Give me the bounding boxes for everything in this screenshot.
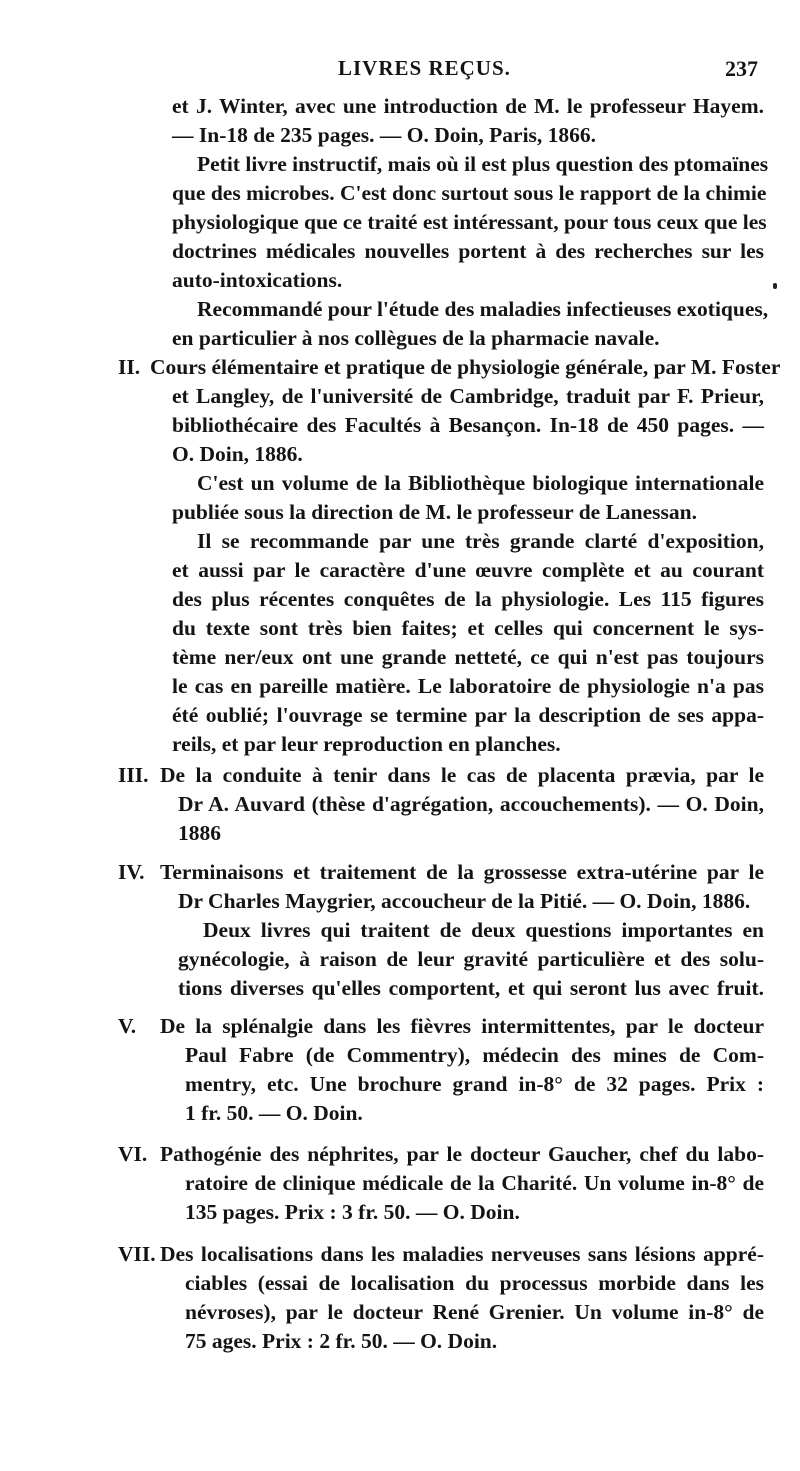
text-line: névroses), par le docteur René Grenier. Un volume in-8° de bbox=[185, 1300, 764, 1324]
text-line: et J. Winter, avec une introduction de M. le professeur Hayem. bbox=[172, 94, 764, 118]
text-line: auto-intoxications. bbox=[172, 268, 343, 292]
text-line: Cours élémentaire et pratique de physiologie générale, par M. Foster bbox=[150, 355, 781, 379]
text-line: des plus récentes conquêtes de la physiologie. Les 115 figures bbox=[172, 587, 764, 611]
text-line: Des localisations dans les maladies nerveuses sans lésions appré- bbox=[160, 1242, 764, 1266]
text-line: Il se recommande par une très grande clarté d'exposition, bbox=[197, 529, 764, 553]
text-line: De la splénalgie dans les fièvres intermittentes, par le docteur bbox=[160, 1014, 764, 1038]
text-line: du texte sont très bien faites; et celles qui concernent le sys- bbox=[172, 616, 764, 640]
text-line: Deux livres qui traitent de deux questions importantes en bbox=[203, 918, 764, 942]
entry-numeral: VII. bbox=[118, 1242, 156, 1266]
text-line: et Langley, de l'université de Cambridge, traduit par F. Prieur, bbox=[172, 384, 764, 408]
ink-speck bbox=[773, 283, 777, 289]
text-line: Petit livre instructif, mais où il est plus question des ptomaïnes bbox=[197, 152, 769, 176]
text-line: C'est un volume de la Bibliothèque biologique internationale bbox=[197, 471, 764, 495]
text-line: été oublié; l'ouvrage se termine par la description de ses appa- bbox=[172, 703, 764, 727]
text-line: De la conduite à tenir dans le cas de placenta prævia, par le bbox=[160, 763, 764, 787]
text-line: ciables (essai de localisation du processus morbide dans les bbox=[185, 1271, 764, 1295]
text-line: O. Doin, 1886. bbox=[172, 442, 303, 466]
text-line: 75 ages. Prix : 2 fr. 50. — O. Doin. bbox=[185, 1329, 498, 1353]
text-line: publiée sous la direction de M. le professeur de Lanessan. bbox=[172, 500, 697, 524]
page-header bbox=[0, 50, 800, 86]
page-number: 237 bbox=[725, 56, 758, 81]
text-line: mentry, etc. Une brochure grand in-8° de 32 pages. Prix : bbox=[185, 1072, 764, 1096]
text-line: tème ner/eux ont une grande netteté, ce qui n'est pas toujours bbox=[172, 645, 764, 669]
entry-numeral: II. bbox=[118, 355, 141, 379]
running-title: LIVRES REÇUS. bbox=[338, 56, 511, 80]
text-line: et aussi par le caractère d'une œuvre complète et au courant bbox=[172, 558, 764, 582]
text-line: Dr A. Auvard (thèse d'agrégation, accouchements). — O. Doin, bbox=[178, 792, 764, 816]
text-line: — In-18 de 235 pages. — O. Doin, Paris, 1866. bbox=[172, 123, 597, 147]
text-line: ratoire de clinique médicale de la Charité. Un volume in-8° de bbox=[185, 1171, 764, 1195]
text-line: que des microbes. C'est donc surtout sous le rapport de la chimie bbox=[172, 181, 767, 205]
text-line: Dr Charles Maygrier, accoucheur de la Pitié. — O. Doin, 1886. bbox=[178, 889, 751, 913]
text-line: Paul Fabre (de Commentry), médecin des mines de Com- bbox=[185, 1043, 764, 1067]
text-line: 1886 bbox=[178, 821, 221, 845]
entry-numeral: VI. bbox=[118, 1142, 148, 1166]
entry-numeral: IV. bbox=[118, 860, 145, 884]
text-line: Recommandé pour l'étude des maladies infectieuses exotiques, bbox=[197, 297, 769, 321]
text-line: bibliothécaire des Facultés à Besançon. In-18 de 450 pages. — bbox=[172, 413, 764, 437]
text-line: 1 fr. 50. — O. Doin. bbox=[185, 1101, 363, 1125]
entry-numeral: III. bbox=[118, 763, 149, 787]
text-line: tions diverses qu'elles comportent, et qui seront lus avec fruit. bbox=[178, 976, 764, 1000]
text-line: Pathogénie des néphrites, par le docteur Gaucher, chef du labo- bbox=[160, 1142, 764, 1166]
text-line: en particulier à nos collègues de la pharmacie navale. bbox=[172, 326, 660, 350]
text-line: gynécologie, à raison de leur gravité particulière et des solu- bbox=[178, 947, 764, 971]
text-line: 135 pages. Prix : 3 fr. 50. — O. Doin. bbox=[185, 1200, 520, 1224]
text-line: doctrines médicales nouvelles portent à des recherches sur les bbox=[172, 239, 764, 263]
text-line: Terminaisons et traitement de la grossesse extra-utérine par le bbox=[160, 860, 764, 884]
entry-numeral: V. bbox=[118, 1014, 137, 1038]
text-line: reils, et par leur reproduction en planches. bbox=[172, 732, 561, 756]
text-line: physiologique que ce traité est intéressant, pour tous ceux que les bbox=[172, 210, 767, 234]
text-line: le cas en pareille matière. Le laboratoire de physiologie n'a pas bbox=[172, 674, 764, 698]
